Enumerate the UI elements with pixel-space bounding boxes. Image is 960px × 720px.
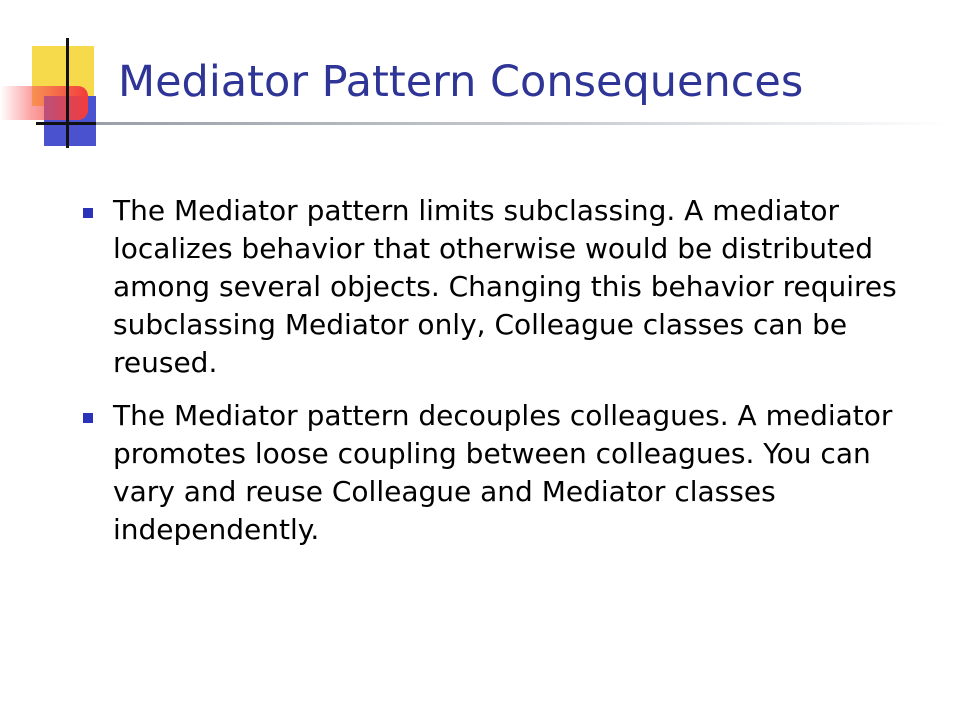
bullet-item	[76, 397, 926, 549]
title-underline-rule	[96, 122, 950, 125]
decoration-red-bar	[0, 86, 88, 120]
slide-title: Mediator Pattern Consequences	[118, 57, 804, 107]
decoration-vertical-line	[66, 38, 69, 148]
bullet-list	[76, 192, 926, 564]
square-bullet-icon	[83, 413, 93, 423]
bullet-text: The Mediator pattern decouples colleagues. A mediator promotes loose coupling between colleagues. You can vary and reuse Colleague and Mediator classes independently.	[113, 399, 893, 546]
bullet-text: The Mediator pattern limits subclassing. A mediator localizes behavior that otherwise would be distributed among several objects. Changing this behavior requires subclassing Mediator only, Colleague classes can be reused.	[113, 194, 897, 379]
bullet-item	[76, 192, 926, 382]
square-bullet-icon	[83, 208, 93, 218]
